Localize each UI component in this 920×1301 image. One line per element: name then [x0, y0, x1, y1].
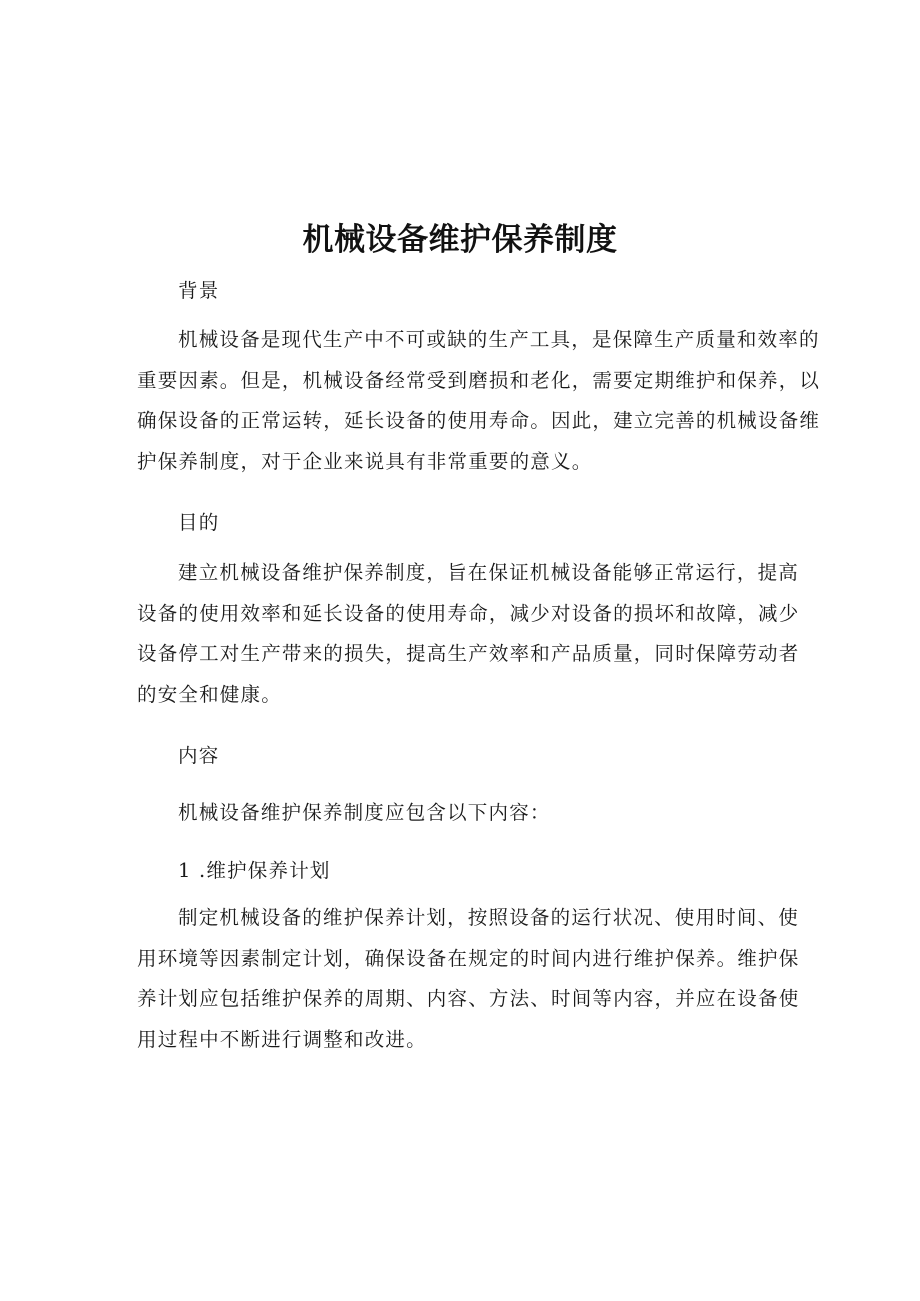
section-paragraph-maintenance-plan	[137, 898, 800, 1060]
paragraph-line: 的安全和健康。	[137, 682, 282, 706]
section-paragraph-background	[137, 320, 821, 482]
paragraph-line: 确保设备的正常运转，延长设备的使用寿命。因此，建立完善的机械设备维	[137, 409, 821, 432]
paragraph-line: 设备停工对生产带来的损失，提高生产效率和产品质量，同时保障劳动者	[137, 642, 800, 665]
item-heading-maintenance-plan: 1 .维护保养计划	[178, 859, 331, 882]
paragraph-line: 用过程中不断进行调整和改进。	[137, 1027, 427, 1051]
section-paragraph-purpose	[137, 553, 800, 715]
section-heading-purpose: 目的	[178, 511, 220, 534]
paragraph-line: 重要因素。但是，机械设备经常受到磨损和老化，需要定期维护和保养，以	[137, 368, 821, 392]
paragraph-line: 设备的使用效率和延长设备的使用寿命，减少对设备的损坏和故障，减少	[137, 601, 800, 625]
paragraph-line: 机械设备是现代生产中不可或缺的生产工具，是保障生产质量和效率的	[178, 328, 820, 351]
paragraph-line: 护保养制度，对于企业来说具有非常重要的意义。	[137, 449, 593, 473]
paragraph-line: 建立机械设备维护保养制度，旨在保证机械设备能够正常运行，提高	[178, 561, 800, 584]
section-heading-content: 内容	[178, 744, 220, 767]
paragraph-line: 制定机械设备的维护保养计划，按照设备的运行状况、使用时间、使	[178, 906, 800, 929]
section-heading-background: 背景	[178, 279, 220, 302]
document-title: 机械设备维护保养制度	[302, 222, 618, 258]
paragraph-line: 用环境等因素制定计划，确保设备在规定的时间内进行维护保养。维护保	[137, 946, 800, 970]
section-intro-content: 机械设备维护保养制度应包含以下内容：	[178, 801, 551, 824]
paragraph-line: 养计划应包括维护保养的周期、内容、方法、时间等内容，并应在设备使	[137, 987, 800, 1010]
